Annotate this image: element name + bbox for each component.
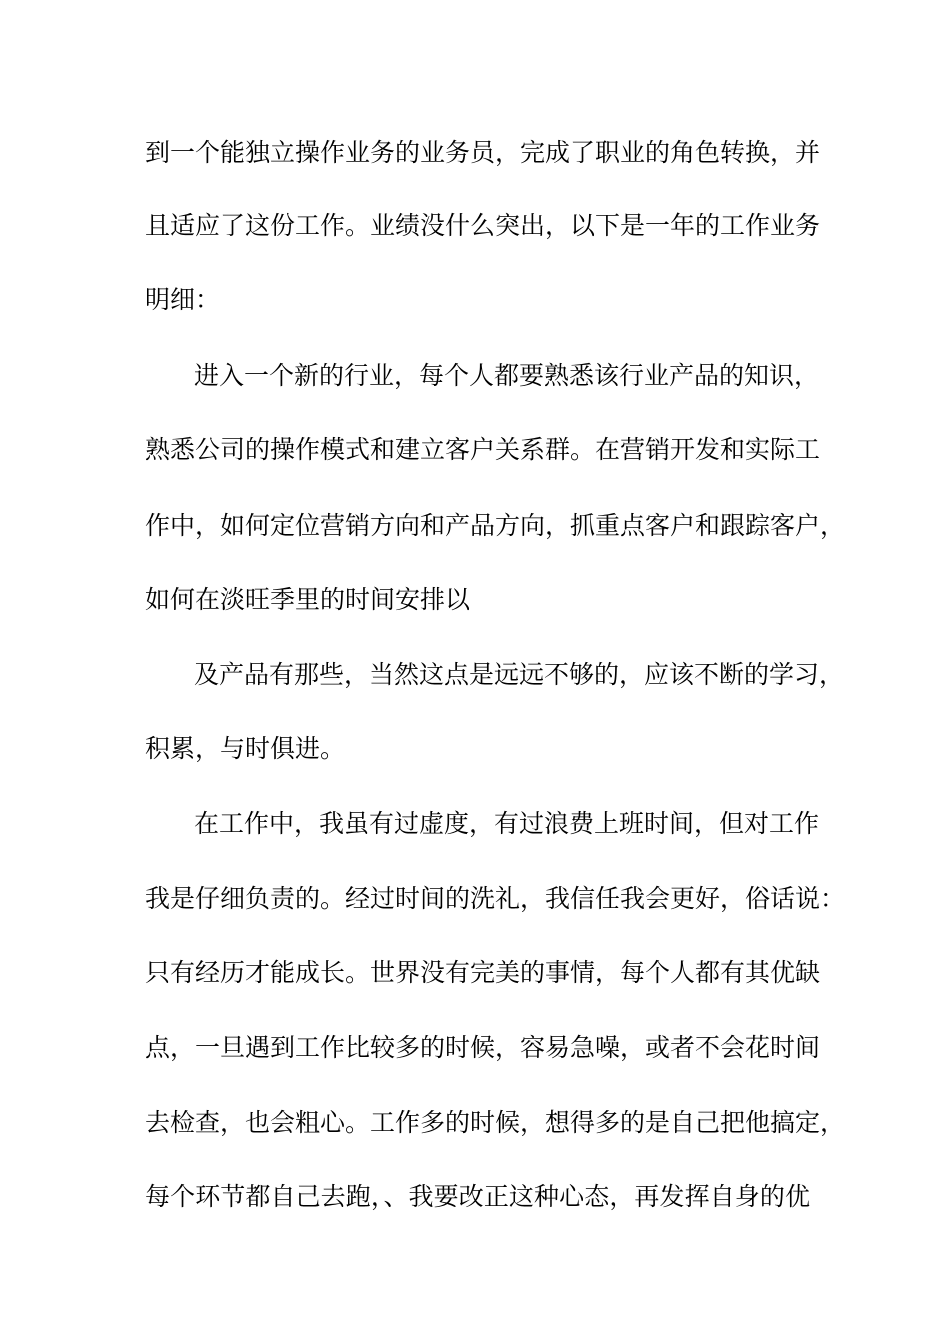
paragraph-line: 在工作中，我虽有过虚度，有过浪费上班时间，但对工作 [194,809,820,838]
paragraph-line: 点，一旦遇到工作比较多的时候，容易急噪，或者不会花时间 [145,1033,821,1062]
paragraph-line: 去检查，也会粗心。工作多的时候，想得多的是自己把他搞定， [145,1108,846,1137]
paragraph-line: 只有经历才能成长。世界没有完美的事情，每个人都有其优缺 [145,958,821,987]
paragraph-line: 且适应了这份工作。业绩没什么突出，以下是一年的工作业务 [145,211,821,240]
paragraph-line: 明细： [145,285,221,314]
paragraph-line: 到一个能独立操作业务的业务员，完成了职业的角色转换，并 [145,138,821,167]
paragraph-line: 每个环节都自己去跑，、我要改正这种心态，再发挥自身的优 [145,1182,810,1211]
paragraph-line: 及产品有那些，当然这点是远远不够的，应该不断的学习， [194,660,845,689]
paragraph-line: 如何在淡旺季里的时间安排以 [145,585,471,614]
paragraph-line: 熟悉公司的操作模式和建立客户关系群。在营销开发和实际工 [145,435,821,464]
paragraph-line: 作中，如何定位营销方向和产品方向，抓重点客户和跟踪客户， [145,511,846,540]
paragraph-line: 积累，与时俱进。 [145,734,346,763]
paragraph-line: 进入一个新的行业，每个人都要熟悉该行业产品的知识， [194,361,820,390]
paragraph-line: 我是仔细负责的。经过时间的洗礼，我信任我会更好，俗话说： [145,884,846,913]
